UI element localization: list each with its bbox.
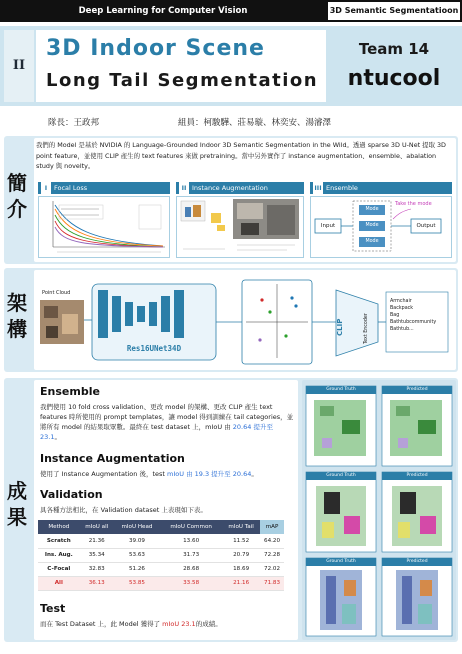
ensemble-take-mode: Take the mode: [395, 201, 432, 207]
ensemble-output-label: Output: [416, 223, 436, 229]
focal-loss-chart-image: [39, 197, 169, 257]
title-panel: [36, 30, 326, 102]
subhead-ensemble: [310, 182, 452, 194]
course-title: Deep Learning for Computer Vision: [78, 6, 248, 16]
focal-loss-figure: [38, 196, 170, 258]
subhead-instance-aug: [176, 182, 304, 194]
table-cell: 20.79: [222, 548, 260, 562]
intro-label: [0, 170, 34, 230]
table-cell: 36.13: [80, 576, 114, 590]
class-item: Bathtub...: [390, 327, 414, 332]
viz-gt-label: Ground Truth: [326, 559, 356, 564]
subhead-title: Ensemble: [326, 184, 358, 192]
table-cell: C-Focal: [38, 562, 80, 576]
table-row: [38, 576, 284, 590]
members-row: [0, 114, 462, 130]
table-cell: 39.09: [114, 534, 160, 548]
table-cell: 35.34: [80, 548, 114, 562]
table-cell: 72.28: [260, 548, 284, 562]
table-header: mIoU all: [80, 520, 114, 534]
table-cell: 72.02: [260, 562, 284, 576]
table-cell: 53.85: [114, 576, 160, 590]
table-cell: Scratch: [38, 534, 80, 548]
subhead-focal-loss: [38, 182, 170, 194]
title-line-1: 3D Indoor Scene: [46, 36, 265, 61]
topic-title: 3D Semantic Segmentatioon: [328, 2, 460, 20]
aug-highlight: mIoU 由 19.3 提升至 20.64: [167, 470, 252, 478]
table-cell: 32.83: [80, 562, 114, 576]
team-leader: 隊長：王政邦: [48, 118, 100, 128]
backbone-label: Res16UNet34D: [126, 344, 182, 353]
subhead-title: Focal Loss: [54, 184, 88, 192]
ensemble-text-2: mIoU 由: [205, 423, 233, 431]
ensemble-mode-3: Mode: [365, 239, 379, 244]
results-label: [0, 478, 34, 538]
table-cell: 64.20: [260, 534, 284, 548]
test-heading: Test: [40, 602, 66, 615]
table-cell: 71.83: [260, 576, 284, 590]
top-bar: [0, 0, 462, 22]
table-cell: 21.36: [80, 534, 114, 548]
viz-gt-label: Ground Truth: [326, 473, 356, 478]
table-cell: 53.63: [114, 548, 160, 562]
validation-heading: Validation: [40, 488, 103, 501]
table-row: [38, 534, 284, 548]
subhead-num: III: [314, 184, 322, 192]
class-item: Armchair: [390, 299, 412, 304]
table-cell: 18.69: [222, 562, 260, 576]
table-cell: 21.16: [222, 576, 260, 590]
class-item: Backpack: [390, 306, 414, 311]
team-members: 組員：柯駿驊、莊易璇、林奕安、湯濬澤: [178, 118, 332, 128]
test-text-2: 的成績。: [195, 620, 222, 628]
team-number: Team 14: [358, 40, 430, 58]
table-cell: 13.60: [160, 534, 222, 548]
title-line-2: Long Tail Segmentation: [46, 70, 319, 91]
viz-grid: [302, 380, 456, 640]
ensemble-figure: [310, 196, 452, 258]
table-cell: All: [38, 576, 80, 590]
aug-text: 使用了 Instance Augmentation 後，test: [40, 470, 168, 478]
table-header-row: [38, 520, 284, 534]
test-paragraph: [40, 619, 294, 629]
table-header: mIoU Head: [114, 520, 160, 534]
table-cell: 28.68: [160, 562, 222, 576]
table-cell: 31.73: [160, 548, 222, 562]
ensemble-input-label: Input: [320, 223, 336, 229]
test-highlight: mIoU 23.1: [162, 620, 196, 628]
class-list: [390, 298, 450, 333]
subhead-title: Instance Augmentation: [192, 184, 268, 192]
table-row: [38, 562, 284, 576]
instance-aug-image: [177, 197, 303, 257]
subhead-num: II: [179, 182, 189, 194]
validation-paragraph: 具各種方法相比，在 Validation dataset 上表現如下表。: [40, 506, 207, 514]
ensemble-highlight: 20.64 提升至 23.1: [40, 423, 273, 441]
ensemble-paragraph: [40, 402, 294, 442]
viz-pred-label: Predicted: [406, 559, 428, 564]
test-text: 而在 Test Dataset 上，此 Model 獲得了: [40, 620, 163, 628]
table-header: mIoU Common: [160, 520, 222, 534]
team-name: ntucool: [347, 66, 441, 91]
table-header: Method: [38, 520, 80, 534]
table-header: mAP: [260, 520, 284, 534]
intro-label-text: 簡介: [7, 171, 27, 221]
viz-pred-label: Predicted: [406, 387, 428, 392]
clip-label: CLIP: [336, 318, 344, 336]
team-panel: [330, 30, 458, 102]
roman-numeral: II: [4, 30, 34, 102]
ensemble-mode-1: Mode: [365, 207, 379, 212]
aug-paragraph: [40, 469, 294, 479]
table-row: [38, 548, 284, 562]
subhead-num: I: [41, 182, 51, 194]
table-cell: Ins. Aug.: [38, 548, 80, 562]
text-encoder-label: Text Encoder: [364, 313, 369, 344]
point-cloud-label: Point Cloud: [42, 290, 71, 296]
table-cell: 33.58: [160, 576, 222, 590]
viz-gt-label: Ground Truth: [326, 387, 356, 392]
ensemble-text: 我們使用 10 fold cross validation、更改 model 的架構、更改 CLIP 產生 text features 時所使用的 prompt templates，讓 model 得到訓練在 tail categories，並將所有 model 的結果取眾數。最終在 test dataset 上，: [40, 403, 294, 431]
class-item: Bag: [390, 313, 400, 318]
table-header: mIoU Tail: [222, 520, 260, 534]
class-item: Bathtubcommunity: [390, 320, 437, 325]
table-cell: 11.52: [222, 534, 260, 548]
ensemble-heading: Ensemble: [40, 385, 100, 398]
viz-pred-label: Predicted: [406, 473, 428, 478]
arch-label: [0, 290, 34, 350]
table-cell: 51.26: [114, 562, 160, 576]
aug-text-2: 。: [251, 470, 258, 478]
arch-label-text: 架構: [7, 291, 27, 341]
results-label-text: 成果: [7, 479, 27, 529]
results-table: [38, 520, 284, 591]
aug-heading: Instance Augmentation: [40, 452, 185, 465]
ensemble-text-3: 。: [54, 433, 61, 441]
ensemble-mode-2: Mode: [365, 223, 379, 228]
intro-paragraph: 我們的 Model 是基於 NVIDIA 的 Language-Grounded Indoor 3D Semantic Segmentation in the Wild。透過 sparse 3D U-Net 提取 3D point feature，並使用 CLIP 產生的 text features 來做 pretraining。當中另外實作了 instance augmentation、ensemble、abalation study 與 novelty。: [36, 141, 446, 170]
instance-aug-figure: [176, 196, 304, 258]
